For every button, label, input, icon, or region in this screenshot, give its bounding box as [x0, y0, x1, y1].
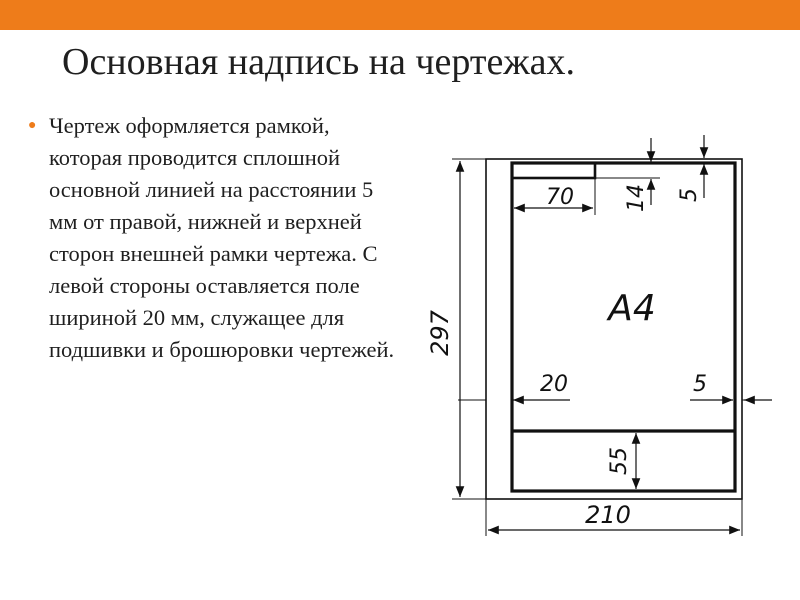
bullet-text: Чертеж оформляется рамкой, которая проводится сплошной основной линией на расстоянии 5 мм от правой, нижней и верхней сторон внешней рамки чертежа. С левой стороны оставляется поле шириной 20 мм, служащее для подшивки и брошюровки чертежей. [49, 113, 395, 362]
a4-frame-diagram [400, 120, 800, 550]
left-margin-dimension-label: 20 [540, 372, 568, 397]
width-dimension-label: 210 [585, 501, 631, 529]
stamp-width-dimension-label: 70 [546, 185, 574, 210]
slide-title: Основная надпись на чертежах. [62, 41, 575, 83]
height-dimension-label: 297 [426, 310, 454, 356]
right-margin-dimension-label: 5 [693, 372, 707, 397]
title-block-height-dimension-label: 55 [607, 447, 632, 475]
format-label: A4 [608, 288, 656, 329]
top-accent-bar [0, 0, 800, 30]
stamp-height-dimension-label: 14 [624, 184, 649, 212]
bullet-marker-icon: ● [28, 118, 37, 133]
stamp-box [512, 163, 595, 178]
top-margin-dimension-label: 5 [677, 188, 702, 202]
